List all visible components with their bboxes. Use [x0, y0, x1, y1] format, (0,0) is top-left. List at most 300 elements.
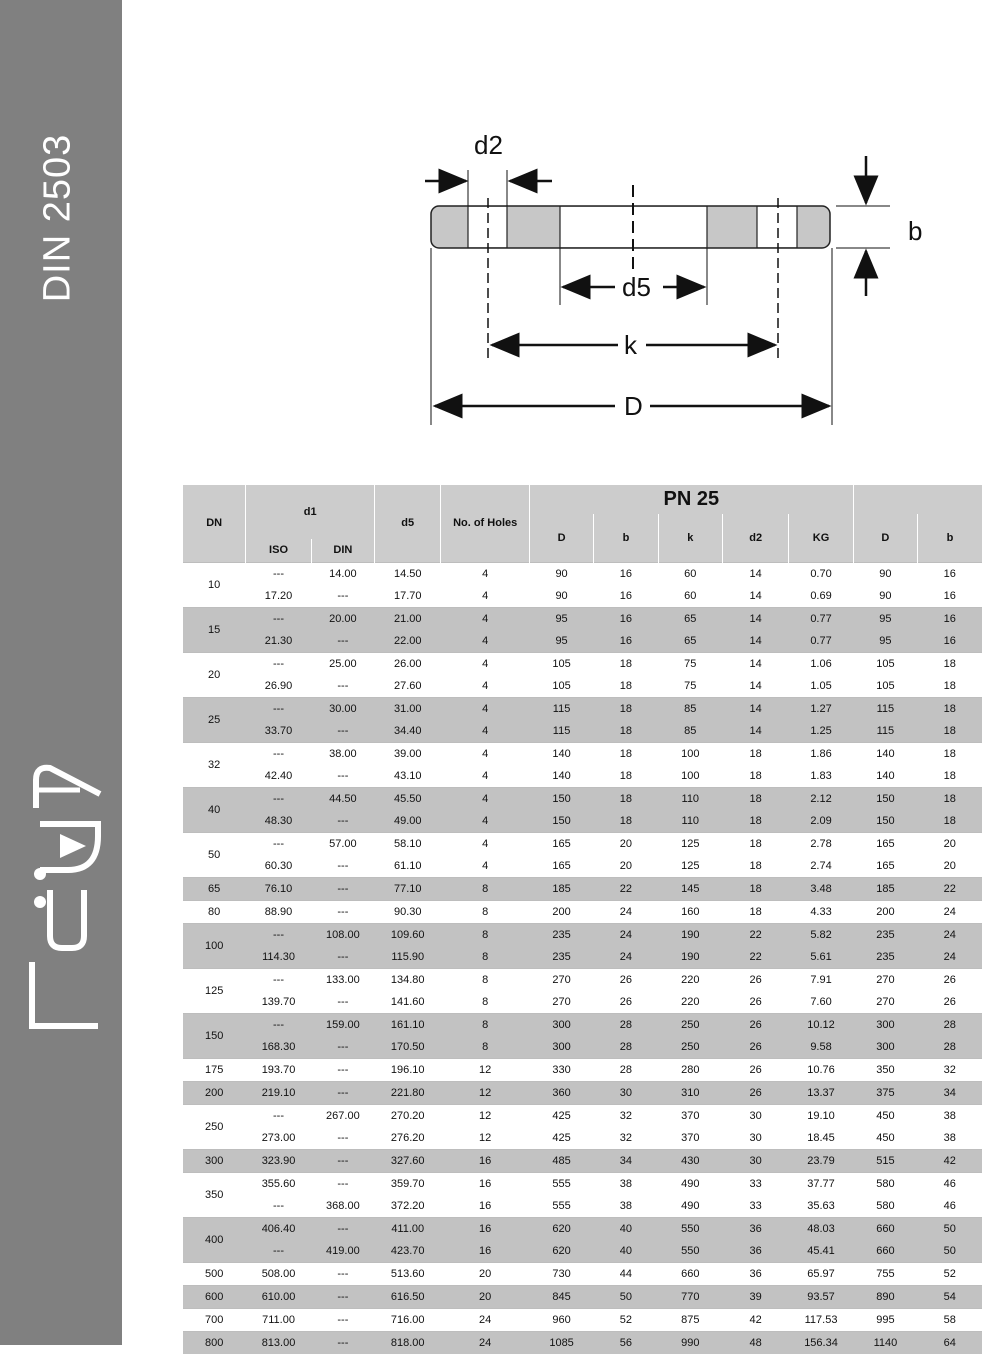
- cell-k: 60: [658, 585, 722, 608]
- cell-holes: 8: [441, 877, 529, 900]
- cell-d2: 235: [853, 946, 917, 969]
- cell-b: 40: [594, 1217, 658, 1240]
- cell-d: 555: [529, 1195, 593, 1218]
- cell-d: 270: [529, 968, 593, 991]
- cell-b2: 18: [918, 787, 982, 810]
- cell-d2: 105: [853, 675, 917, 698]
- cell-k: 75: [658, 652, 722, 675]
- cell-din: ---: [311, 585, 374, 608]
- cell-kg: 2.78: [789, 832, 853, 855]
- label-k: k: [624, 332, 637, 358]
- cell-d2: 39: [722, 1285, 788, 1308]
- cell-d2: 95: [853, 630, 917, 653]
- cell-din: ---: [311, 1036, 374, 1059]
- cell-d2: 22: [722, 946, 788, 969]
- cell-k: 100: [658, 742, 722, 765]
- cell-k: 220: [658, 968, 722, 991]
- cell-kg: 7.91: [789, 968, 853, 991]
- cell-b2: 58: [918, 1308, 982, 1331]
- cell-iso: ---: [246, 652, 311, 675]
- cell-b2: 52: [918, 1262, 982, 1285]
- cell-d5: 26.00: [375, 652, 441, 675]
- cell-d2: 36: [722, 1240, 788, 1263]
- cell-k: 310: [658, 1081, 722, 1104]
- cell-kg: 10.12: [789, 1013, 853, 1036]
- cell-d5: 14.50: [375, 562, 441, 585]
- cell-d: 140: [529, 742, 593, 765]
- cell-d: 150: [529, 787, 593, 810]
- cell-dn: 300: [183, 1149, 246, 1172]
- cell-k: 65: [658, 630, 722, 653]
- cell-dn: 50: [183, 832, 246, 877]
- cell-d2: 350: [853, 1058, 917, 1081]
- cell-holes: 16: [441, 1240, 529, 1263]
- cell-d2: 14: [722, 607, 788, 630]
- cell-d5: 58.10: [375, 832, 441, 855]
- cell-kg: 1.05: [789, 675, 853, 698]
- cell-d2: 450: [853, 1104, 917, 1127]
- col-d1: d1: [246, 485, 375, 539]
- col-holes: No. of Holes: [441, 485, 529, 562]
- cell-k: 110: [658, 810, 722, 833]
- flange-drawing: [400, 120, 950, 440]
- table-row: [183, 630, 982, 653]
- cell-din: ---: [311, 675, 374, 698]
- cell-b2: 18: [918, 742, 982, 765]
- cell-holes: 20: [441, 1285, 529, 1308]
- cell-din: ---: [311, 1331, 374, 1354]
- table-row: [183, 1036, 982, 1059]
- cell-din: ---: [311, 765, 374, 788]
- cell-holes: 8: [441, 968, 529, 991]
- cell-d2: 185: [853, 877, 917, 900]
- cell-b: 22: [594, 877, 658, 900]
- col-d5: d5: [375, 485, 441, 562]
- cell-d2: 300: [853, 1013, 917, 1036]
- cell-d: 235: [529, 946, 593, 969]
- cell-d2: 755: [853, 1262, 917, 1285]
- cell-din: 25.00: [311, 652, 374, 675]
- cell-kg: 1.83: [789, 765, 853, 788]
- cell-holes: 4: [441, 630, 529, 653]
- cell-b2: 50: [918, 1217, 982, 1240]
- cell-din: 14.00: [311, 562, 374, 585]
- table-row: [183, 652, 982, 675]
- cell-dn: 400: [183, 1217, 246, 1262]
- cell-d2: 140: [853, 765, 917, 788]
- table-row: [183, 877, 982, 900]
- cell-dn: 700: [183, 1308, 246, 1331]
- cell-b2: 46: [918, 1172, 982, 1195]
- cell-iso: 355.60: [246, 1172, 311, 1195]
- table-row: [183, 1081, 982, 1104]
- cell-d: 845: [529, 1285, 593, 1308]
- cell-k: 125: [658, 855, 722, 878]
- cell-dn: 175: [183, 1058, 246, 1081]
- cell-holes: 4: [441, 765, 529, 788]
- cell-b: 16: [594, 562, 658, 585]
- cell-d: 115: [529, 697, 593, 720]
- cell-d2: 18: [722, 765, 788, 788]
- cell-d2: 375: [853, 1081, 917, 1104]
- cell-d: 300: [529, 1013, 593, 1036]
- cell-k: 550: [658, 1217, 722, 1240]
- table-row: [183, 1240, 982, 1263]
- cell-k: 190: [658, 923, 722, 946]
- cell-d5: 21.00: [375, 607, 441, 630]
- cell-d: 140: [529, 765, 593, 788]
- cell-kg: 2.74: [789, 855, 853, 878]
- cell-d: 105: [529, 675, 593, 698]
- cell-b2: 50: [918, 1240, 982, 1263]
- table-row: [183, 968, 982, 991]
- table-row: [183, 697, 982, 720]
- cell-b: 18: [594, 675, 658, 698]
- cell-kg: 7.60: [789, 991, 853, 1014]
- table-body: [183, 562, 982, 1354]
- cell-iso: 60.30: [246, 855, 311, 878]
- cell-kg: 4.33: [789, 900, 853, 923]
- cell-iso: 17.20: [246, 585, 311, 608]
- cell-d2: 26: [722, 991, 788, 1014]
- cell-holes: 16: [441, 1195, 529, 1218]
- cell-holes: 4: [441, 720, 529, 743]
- cell-b: 34: [594, 1149, 658, 1172]
- cell-kg: 18.45: [789, 1127, 853, 1150]
- cell-din: ---: [311, 1217, 374, 1240]
- cell-d5: 716.00: [375, 1308, 441, 1331]
- cell-k: 110: [658, 787, 722, 810]
- cell-d2: 660: [853, 1217, 917, 1240]
- cell-k: 430: [658, 1149, 722, 1172]
- dimension-table: [182, 485, 982, 1354]
- label-d5: d5: [622, 274, 651, 300]
- cell-b2: 24: [918, 923, 982, 946]
- cell-kg: 2.12: [789, 787, 853, 810]
- cell-dn: 25: [183, 697, 246, 742]
- cell-d2: 270: [853, 968, 917, 991]
- cell-d2: 14: [722, 697, 788, 720]
- cell-b2: 64: [918, 1331, 982, 1354]
- cell-b: 24: [594, 923, 658, 946]
- cell-din: ---: [311, 991, 374, 1014]
- cell-d2: 580: [853, 1172, 917, 1195]
- cell-dn: 80: [183, 900, 246, 923]
- cell-d2: 235: [853, 923, 917, 946]
- cell-kg: 48.03: [789, 1217, 853, 1240]
- cell-iso: 323.90: [246, 1149, 311, 1172]
- cell-d5: 17.70: [375, 585, 441, 608]
- cell-d2: 995: [853, 1308, 917, 1331]
- cell-d: 330: [529, 1058, 593, 1081]
- cell-holes: 12: [441, 1058, 529, 1081]
- cell-holes: 8: [441, 1013, 529, 1036]
- table-row: [183, 855, 982, 878]
- table-row: [183, 1308, 982, 1331]
- cell-b: 18: [594, 765, 658, 788]
- cell-b: 28: [594, 1013, 658, 1036]
- cell-kg: 13.37: [789, 1081, 853, 1104]
- cell-d5: 411.00: [375, 1217, 441, 1240]
- cell-b2: 42: [918, 1149, 982, 1172]
- cell-b2: 16: [918, 607, 982, 630]
- cell-iso: ---: [246, 968, 311, 991]
- col-b: b: [594, 514, 658, 562]
- col-d2: d2: [722, 514, 788, 562]
- cell-d: 150: [529, 810, 593, 833]
- cell-dn: 40: [183, 787, 246, 832]
- cell-d5: 90.30: [375, 900, 441, 923]
- table-row: [183, 1262, 982, 1285]
- cell-k: 250: [658, 1036, 722, 1059]
- cell-kg: 1.27: [789, 697, 853, 720]
- cell-d: 90: [529, 585, 593, 608]
- cell-kg: 9.58: [789, 1036, 853, 1059]
- cell-d: 115: [529, 720, 593, 743]
- cell-d: 425: [529, 1127, 593, 1150]
- cell-holes: 16: [441, 1149, 529, 1172]
- cell-b: 32: [594, 1127, 658, 1150]
- cell-k: 85: [658, 720, 722, 743]
- cell-kg: 93.57: [789, 1285, 853, 1308]
- cell-b: 38: [594, 1172, 658, 1195]
- cell-din: 38.00: [311, 742, 374, 765]
- cell-k: 160: [658, 900, 722, 923]
- cell-k: 85: [658, 697, 722, 720]
- cell-d: 95: [529, 607, 593, 630]
- cell-b2: 24: [918, 900, 982, 923]
- cell-dn: 250: [183, 1104, 246, 1149]
- cell-d: 960: [529, 1308, 593, 1331]
- cell-d2: 140: [853, 742, 917, 765]
- cell-d: 300: [529, 1036, 593, 1059]
- cell-k: 990: [658, 1331, 722, 1354]
- cell-k: 770: [658, 1285, 722, 1308]
- cell-d2: 18: [722, 832, 788, 855]
- cell-b2: 34: [918, 1081, 982, 1104]
- col-b-2: b: [918, 514, 982, 562]
- cell-k: 75: [658, 675, 722, 698]
- cell-holes: 4: [441, 855, 529, 878]
- cell-iso: 610.00: [246, 1285, 311, 1308]
- cell-kg: 3.48: [789, 877, 853, 900]
- cell-din: ---: [311, 630, 374, 653]
- cell-holes: 8: [441, 900, 529, 923]
- cell-iso: ---: [246, 562, 311, 585]
- cell-b2: 46: [918, 1195, 982, 1218]
- cell-d5: 170.50: [375, 1036, 441, 1059]
- cell-d: 360: [529, 1081, 593, 1104]
- cell-dn: 125: [183, 968, 246, 1013]
- cell-b: 26: [594, 991, 658, 1014]
- cell-d: 165: [529, 855, 593, 878]
- cell-d: 200: [529, 900, 593, 923]
- cell-d2: 450: [853, 1127, 917, 1150]
- table-row: [183, 607, 982, 630]
- cell-d: 620: [529, 1240, 593, 1263]
- cell-k: 250: [658, 1013, 722, 1036]
- label-b: b: [908, 218, 922, 244]
- cell-iso: ---: [246, 1195, 311, 1218]
- cell-k: 145: [658, 877, 722, 900]
- cell-d2: 660: [853, 1240, 917, 1263]
- cell-iso: ---: [246, 607, 311, 630]
- cell-iso: ---: [246, 1013, 311, 1036]
- cell-d: 425: [529, 1104, 593, 1127]
- cell-din: 133.00: [311, 968, 374, 991]
- table-row: [183, 787, 982, 810]
- cell-d2: 26: [722, 1058, 788, 1081]
- cell-d2: 14: [722, 562, 788, 585]
- cell-k: 550: [658, 1240, 722, 1263]
- cell-b2: 18: [918, 765, 982, 788]
- table-row: [183, 1217, 982, 1240]
- cell-din: 159.00: [311, 1013, 374, 1036]
- cell-d: 1085: [529, 1331, 593, 1354]
- cell-b2: 18: [918, 697, 982, 720]
- cell-kg: 2.09: [789, 810, 853, 833]
- cell-holes: 4: [441, 675, 529, 698]
- table-row: [183, 765, 982, 788]
- cell-iso: 21.30: [246, 630, 311, 653]
- cell-d5: 616.50: [375, 1285, 441, 1308]
- cell-d2: 14: [722, 585, 788, 608]
- cell-holes: 24: [441, 1331, 529, 1354]
- cell-d5: 61.10: [375, 855, 441, 878]
- cell-iso: ---: [246, 1240, 311, 1263]
- cell-d: 90: [529, 562, 593, 585]
- cell-dn: 800: [183, 1331, 246, 1354]
- cell-d2: 33: [722, 1195, 788, 1218]
- cell-iso: 88.90: [246, 900, 311, 923]
- cell-b2: 26: [918, 968, 982, 991]
- cell-holes: 12: [441, 1104, 529, 1127]
- cell-d: 235: [529, 923, 593, 946]
- cell-d2: 270: [853, 991, 917, 1014]
- cell-kg: 1.25: [789, 720, 853, 743]
- cell-b: 16: [594, 607, 658, 630]
- cell-holes: 8: [441, 991, 529, 1014]
- cell-d2: 1140: [853, 1331, 917, 1354]
- cell-d5: 45.50: [375, 787, 441, 810]
- cell-iso: 813.00: [246, 1331, 311, 1354]
- cell-d5: 109.60: [375, 923, 441, 946]
- cell-b: 18: [594, 787, 658, 810]
- cell-d5: 196.10: [375, 1058, 441, 1081]
- cell-b2: 24: [918, 946, 982, 969]
- cell-holes: 4: [441, 607, 529, 630]
- cell-d2: 165: [853, 855, 917, 878]
- cell-dn: 600: [183, 1285, 246, 1308]
- cell-kg: 1.86: [789, 742, 853, 765]
- col-k: k: [658, 514, 722, 562]
- cell-d5: 34.40: [375, 720, 441, 743]
- cell-d2: 515: [853, 1149, 917, 1172]
- cell-din: ---: [311, 720, 374, 743]
- cell-iso: ---: [246, 923, 311, 946]
- label-d2: d2: [474, 132, 503, 158]
- cell-d5: 423.70: [375, 1240, 441, 1263]
- cell-holes: 4: [441, 697, 529, 720]
- cell-iso: 48.30: [246, 810, 311, 833]
- cell-b: 18: [594, 652, 658, 675]
- cell-iso: 26.90: [246, 675, 311, 698]
- table-row: [183, 1127, 982, 1150]
- cell-d2: 14: [722, 720, 788, 743]
- cell-d2: 300: [853, 1036, 917, 1059]
- cell-d2: 36: [722, 1217, 788, 1240]
- cell-d2: 14: [722, 652, 788, 675]
- cell-b: 28: [594, 1036, 658, 1059]
- cell-b2: 20: [918, 855, 982, 878]
- cell-kg: 65.97: [789, 1262, 853, 1285]
- cell-d5: 818.00: [375, 1331, 441, 1354]
- cell-k: 65: [658, 607, 722, 630]
- cell-b2: 26: [918, 991, 982, 1014]
- cell-holes: 24: [441, 1308, 529, 1331]
- cell-d2: 30: [722, 1104, 788, 1127]
- table-row: [183, 585, 982, 608]
- cell-b2: 18: [918, 675, 982, 698]
- standard-title: DIN 2503: [37, 134, 80, 303]
- cell-b: 24: [594, 900, 658, 923]
- cell-k: 280: [658, 1058, 722, 1081]
- cell-b: 38: [594, 1195, 658, 1218]
- cell-k: 490: [658, 1195, 722, 1218]
- cell-holes: 8: [441, 923, 529, 946]
- cell-dn: 350: [183, 1172, 246, 1217]
- cell-kg: 23.79: [789, 1149, 853, 1172]
- cell-d5: 43.10: [375, 765, 441, 788]
- table-row: [183, 720, 982, 743]
- cell-b2: 54: [918, 1285, 982, 1308]
- cell-d2: 18: [722, 900, 788, 923]
- cell-k: 370: [658, 1127, 722, 1150]
- cell-b2: 28: [918, 1036, 982, 1059]
- cell-d: 105: [529, 652, 593, 675]
- cell-iso: 219.10: [246, 1081, 311, 1104]
- cell-holes: 8: [441, 946, 529, 969]
- cell-holes: 4: [441, 562, 529, 585]
- cell-d2: 95: [853, 607, 917, 630]
- cell-b: 28: [594, 1058, 658, 1081]
- cell-din: 44.50: [311, 787, 374, 810]
- cell-din: ---: [311, 900, 374, 923]
- cell-d: 165: [529, 832, 593, 855]
- cell-d: 730: [529, 1262, 593, 1285]
- table-row: [183, 1285, 982, 1308]
- sidebar: [0, 0, 122, 1345]
- cell-holes: 4: [441, 652, 529, 675]
- cell-d2: 36: [722, 1262, 788, 1285]
- cell-iso: ---: [246, 1104, 311, 1127]
- cell-b: 52: [594, 1308, 658, 1331]
- cell-dn: 10: [183, 562, 246, 607]
- cell-d2: 18: [722, 855, 788, 878]
- cell-b: 18: [594, 720, 658, 743]
- cell-din: 108.00: [311, 923, 374, 946]
- col-D: D: [529, 514, 593, 562]
- cell-holes: 4: [441, 585, 529, 608]
- cell-b2: 16: [918, 562, 982, 585]
- label-D: D: [624, 393, 643, 419]
- cell-d: 485: [529, 1149, 593, 1172]
- cell-d5: 115.90: [375, 946, 441, 969]
- cell-kg: 117.53: [789, 1308, 853, 1331]
- cell-din: 419.00: [311, 1240, 374, 1263]
- table-row: [183, 991, 982, 1014]
- cell-b2: 18: [918, 720, 982, 743]
